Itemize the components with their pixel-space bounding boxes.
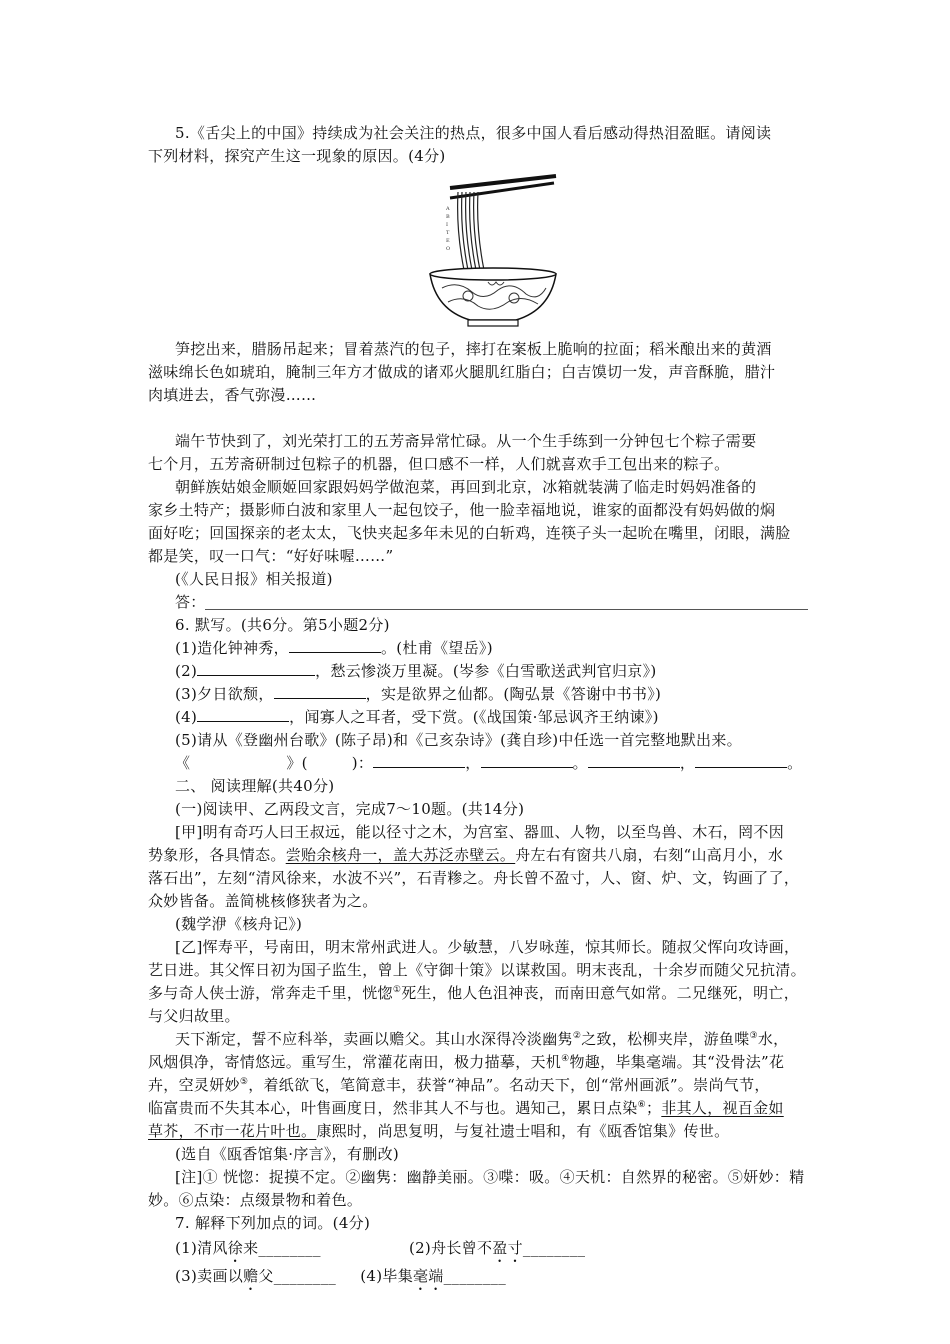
q6-comma-2: ， [679,754,696,772]
q6-poem-line-3[interactable] [588,753,680,768]
yi-p2-l2-b: 物趣，毕集毫端。其“没骨法”花 [569,1053,785,1071]
q5-line-2: 下列材料，探究产生这一现象的原因。(4分) [148,147,446,165]
yi-p2-l1-a: 天下渐定，誓不应科举，卖画以赡父。其山水深得冷淡幽隽 [175,1030,573,1048]
q7-item-2-prefix: (2)舟长曾不 [408,1239,493,1257]
yi-p2-l4-a: 临富贵而不失其本心，叶售画度日，然非其人不与也。遇知己，累日点染 [148,1099,638,1117]
yi-notes-line-1: [注]① 恍惚：捉摸不定。②幽隽：幽静美丽。③喋：吸。④天机：自然界的秘密。⑤妍妙：精 [175,1168,805,1186]
q7-item-3-suffix: 父 [258,1267,274,1285]
jia-line-2-a: 势象形，各具情态。 [148,846,286,864]
jia-line-3: 落石出”，左刻“清风徐来，水波不兴”，石青糁之。舟长曾不盈寸，人、窗、炉、文，钩画了了， [148,869,800,887]
yi-line-3-b: 死生，他人色沮神丧，而南田意气如常。二兄继死，明亡， [401,984,799,1002]
yi-source: (选自《瓯香馆集·序言》，有删改) [175,1145,400,1163]
jia-line-4: 众妙皆备。盖简桃核修狭者为之。 [148,892,378,910]
q6-item-3-suffix: ，实是欲界之仙都。(陶弘景《答谢中书书》) [365,685,662,703]
note-marker-6: ⑥ [637,1100,646,1110]
yi-line-3 [148,982,799,1004]
yi-p2-l3-a: 卉，空灵妍妙 [148,1076,240,1094]
svg-text:O: O [446,246,451,252]
svg-text:E: E [446,238,450,244]
q6-author-close: )： [351,754,374,772]
q6-poem-line-2[interactable] [481,753,573,768]
q6-blank-3[interactable] [274,684,366,699]
note-marker-5: ⑤ [239,1077,249,1087]
q6-item-2-suffix: ，愁云惨淡万里凝。(岑参《白雪歌送武判官归京》) [315,662,657,680]
yi-line-2: 艺日进。其父恽日初为国子监生，曾上《守御十策》以谋救国。明末丧乱，十余岁而随父兄抗清。 [148,961,806,979]
yi-p2-l4-b: ； [645,1099,662,1117]
q6-author-open: 》( [286,754,308,772]
q7-title: 7. 解释下列加点的词。(4分) [175,1214,371,1232]
q7-blank-2[interactable]: ________ [522,1239,586,1257]
yi-para2-line-2 [148,1051,784,1073]
q7-items-row-2 [175,1265,506,1294]
svg-text:I: I [446,222,448,228]
q7-item-4-prefix: (4)毕集 [360,1267,413,1285]
q6-period-2: 。 [787,754,803,772]
q6-item-5-answer [175,752,802,774]
material3-line-3: 面好吃；回国探亲的老太太，飞快夹起多年未见的白斩鸡，连筷子头一起吮在嘴里，闭眼，满脸 [148,524,791,542]
yi-line-3-a: 多与奇人侠士游，常奔走千里，恍惚 [148,984,393,1002]
material2-line-1: 端午节快到了，刘光荣打工的五芳斋异常忙碌。从一个生手练到一分钟包七个粽子需要 [175,432,757,450]
q7-item-1-suffix: 来 [243,1239,259,1257]
jia-line-2 [148,844,783,866]
jia-line-2-b: 舟左右有窗共八扇，右刻“山高月小，水 [515,846,784,864]
q6-item-1-prefix: (1)造化钟神秀， [175,639,289,657]
jia-underlined-sentence: 尝贻余核舟一，盖大苏泛赤壁云。 [285,846,516,864]
q6-title: 6. 默写。(共6分。第5小题2分) [175,616,390,634]
note-marker-1: ① [392,985,402,995]
q6-period-1: 。 [572,754,588,772]
q7-item-1-prefix: (1)清风 [175,1239,228,1257]
yi-p2-l1-c: 水， [757,1030,789,1048]
yi-line-1: [乙]恽寿平，号南田，明末常州武进人。少敏慧，八岁咏莲，惊其师长。随叔父恽向攻诗画， [175,938,800,956]
yi-p2-l5-b: 康熙时，尚思复明，与复社遗士唱和，有《瓯香馆集》传世。 [316,1122,730,1140]
q6-item-3-prefix: (3)夕日欲颓， [175,685,274,703]
note-marker-3: ③ [749,1031,758,1041]
subsection-1-heading: (一)阅读甲、乙两段文言，完成7～10题。(共14分) [175,800,525,818]
q6-item-5: (5)请从《登幽州台歌》(陈子昂)和《己亥杂诗》(龚自珍)中任选一首完整地默出来。 [175,731,742,749]
q6-item-1 [175,637,493,659]
section-2-heading: 二、 阅读理解(共40分) [175,777,335,795]
yi-notes-line-2: 妙。⑥点染：点缀景物和着色。 [148,1191,363,1209]
material1-line-1: 笋挖出来，腊肠吊起来；冒着蒸汽的包子，摔打在案板上脆响的拉面；稻米酿出来的黄酒 [175,340,772,358]
q6-blank-4[interactable] [197,707,289,722]
material1-line-3: 肉填进去，香气弥漫…… [148,386,317,404]
q6-item-4-prefix: (4) [175,708,198,726]
q6-item-2 [175,660,657,682]
yi-underlined-b: 草芥，不市一花片叶也。 [148,1122,317,1140]
q6-blank-2[interactable] [197,661,315,676]
svg-text:B: B [446,214,450,220]
yi-para2-line-5 [148,1120,729,1142]
yi-line-4: 与父归故里。 [148,1007,240,1025]
q6-title-open: 《 [175,754,191,772]
material3-line-4: 都是笑，叹一口气：“好好味喔……” [148,547,394,565]
note-marker-2: ② [572,1031,582,1041]
source-note: (《人民日报》相关报道) [175,570,333,588]
answer-label: 答： [175,593,206,611]
yi-para2-line-3 [148,1074,770,1096]
q7-item-4-dotted: 毫端 [413,1267,444,1285]
q7-item-1-dotted: 徐 [227,1239,244,1257]
q7-item-3-prefix: (3)卖画以 [175,1267,244,1285]
q7-blank-4[interactable]: ________ [443,1267,507,1285]
q7-item-2-dotted: 盈寸 [492,1239,523,1257]
yi-p2-l1-b: 之致，松柳夹岸，游鱼喋 [581,1030,750,1048]
yi-para2-line-4 [148,1097,784,1119]
noodle-bowl-with-chopsticks-icon [428,170,558,330]
q7-blank-3[interactable]: ________ [273,1267,337,1285]
q6-poem-title-blank[interactable] [190,754,286,768]
yi-p2-l3-b: ，着纸欲飞，笔简意丰，获誉“神品”。名动天下，创“常州画派”。崇尚气节， [248,1076,770,1094]
jia-line-1: [甲]明有奇巧人曰王叔远，能以径寸之木，为宫室、器皿、人物，以至鸟兽、木石，罔不因 [175,823,785,841]
material3-line-1: 朝鲜族姑娘金顺姬回家跟妈妈学做泡菜，再回到北京，冰箱就装满了临走时妈妈准备的 [175,478,757,496]
yi-para2-line-1 [175,1028,788,1050]
q5-line-1: 5.《舌尖上的中国》持续成为社会关注的热点，很多中国人看后感动得热泪盈眶。请阅读 [175,124,772,142]
q7-blank-1[interactable]: ________ [258,1239,321,1257]
note-marker-4: ④ [561,1054,570,1064]
q6-item-2-prefix: (2) [175,662,198,680]
material1-line-2: 滋味绵长色如琥珀，腌制三年方才做成的诸邓火腿肌红脂白；白吉馍切一发，声音酥脆，腊汁 [148,363,776,381]
svg-text:A: A [446,206,450,212]
yi-p2-l2-a: 风烟俱净，寄情悠远。重写生，常灌花南田，极力描摹，天机 [148,1053,562,1071]
q7-items-row-1 [175,1237,585,1266]
q6-blank-1[interactable] [289,638,381,653]
q6-item-1-suffix: 。(杜甫《望岳》) [380,639,493,657]
q6-poem-line-1[interactable] [373,753,465,768]
q6-author-blank[interactable] [308,754,352,768]
yi-underlined-a: 非其人，视百金如 [661,1099,784,1117]
material3-line-2: 家乡土特产；摄影师白波和家里人一起包饺子，他一脸幸福地说，谁家的面都没有妈妈做的焖 [148,501,776,519]
material2-line-2: 七个月，五芳斋研制过包粽子的机器，但口感不一样，人们就喜欢手工包出来的粽子。 [148,455,730,473]
svg-text:T: T [446,230,450,236]
q6-item-3 [175,683,661,705]
noodle-bowl-illustration [428,170,558,330]
q6-comma-1: ， [465,754,481,772]
q6-poem-line-4[interactable] [695,753,787,768]
answer-line[interactable] [205,608,808,610]
q7-item-3-dotted: 赡 [243,1267,259,1285]
q6-item-4 [175,706,659,728]
q6-item-4-suffix: ，闻寡人之耳者，受下赏。(《战国策·邹忌讽齐王纳谏》) [289,708,659,726]
jia-source: (魏学洢《核舟记》) [175,915,303,933]
